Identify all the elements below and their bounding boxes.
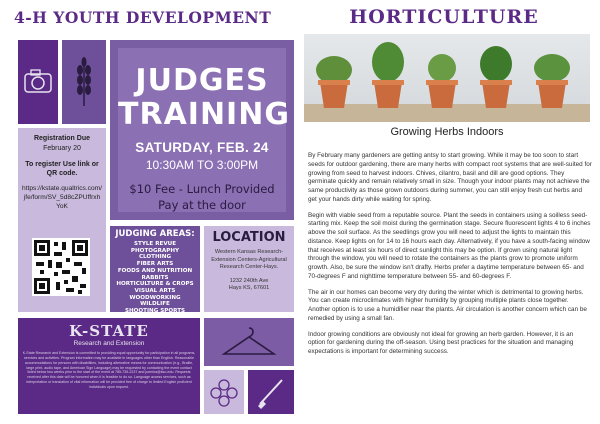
judging-area-item: WILDLIFE: [140, 301, 170, 308]
clover-icon: [204, 370, 244, 414]
hero-title-line1: JUDGES: [135, 63, 269, 98]
location-title: LOCATION: [212, 230, 286, 245]
registration-panel: [18, 128, 106, 312]
judging-area-item: SHOOTING SPORTS: [124, 308, 186, 315]
hero-title-line2: TRAINING: [118, 97, 290, 132]
kstate-panel: [18, 318, 200, 414]
camera-tile: [18, 40, 58, 124]
camera-icon: [18, 40, 58, 124]
event-time: 10:30AM TO 3:00PM: [145, 158, 259, 172]
judging-areas-panel: [110, 226, 200, 315]
judging-area-item: HORTICULTURE & CROPS: [116, 281, 194, 288]
hanger-tile: [204, 318, 294, 366]
registration-instructions: To register Use link or QR code.: [25, 160, 99, 178]
judging-area-item: PHOTOGRAPHY: [130, 247, 180, 254]
article-paragraph: Indoor growing conditions are obviously not ideal for growing an herb garden. However, it is an option for gardening during the off-season. Using best practices for the situation and managing expectations is important for determining success.: [308, 330, 574, 355]
herb-pots-photo: [304, 34, 590, 122]
article-paragraph: Begin with viable seed from a reputable source. Plant the seeds in containers using a soilless seed-starting mix. Keep the soil moist during the germination stage. Secure fluorescent lights 4 to 6 inches above the soil surface. As the seedlings grow you will need to adjust the lights to maintain this distance. Keep lights on for 14 to 16 hours each day. Alternatively, if you have a south-facing window that receives at least six hours of direct sunlight this may be option. If grown using natural light through the window, you will need to rotate the containers as the plants grow to promote uniform growth. Also, be sure the window isn't drafty. Herbs prefer a daytime temperature between 65- and 70-degrees F and nighttime temperature between 55- and 60-degrees F.: [308, 211, 591, 280]
article-body: [308, 152, 592, 364]
location-panel: [204, 226, 294, 312]
judging-area-item: RABBITS: [141, 274, 169, 281]
article-caption: Growing Herbs Indoors: [390, 126, 504, 138]
judges-training-hero: [110, 40, 294, 220]
judging-areas-title: JUDGING AREAS:: [115, 229, 195, 239]
clover-tile: [204, 370, 244, 414]
judging-area-item: STYLE REVUE: [133, 241, 177, 247]
registration-qr-code[interactable]: [32, 238, 90, 296]
herb-pots-image: [304, 34, 590, 122]
right-page-header: HORTICULTURE: [349, 6, 539, 28]
judging-area-item: CLOTHING: [138, 254, 172, 261]
qr-code-icon: [32, 238, 90, 296]
judging-area-item: VISUAL ARTS: [134, 287, 176, 294]
location-address-line2: Hays KS, 67601: [228, 285, 270, 292]
event-payment: Pay at the door: [158, 198, 246, 212]
kstate-subtitle: Research and Extension: [73, 340, 145, 347]
registration-due-label: Registration Due: [33, 135, 90, 142]
location-place: Western Kansas Research-Extension Centers-Agricultural Research Center-Hays.: [211, 249, 287, 271]
paintbrush-icon: [248, 370, 294, 414]
kstate-disclaimer: K-State Research and Extension is committed to providing equal opportunity for participation in all programs, services and activities. Program information may be available in languages other than English. Reasonable accommodations for persons with disabilities, including alternative means for communication (e.g., Braille, large print, audio tape, and American Sign Language) may be requested by contacting the event contact listed below two weeks prior to the start of the event at 785-735-2237 and jurenka@ksu.edu. Requests received after this date will be honored when it is feasible to do so. Language access services, such as interpretation or translation of vital information will be provided free of charge to limited English proficient individuals upon request.: [22, 351, 196, 389]
event-fee: $10 Fee - Lunch Provided: [129, 182, 275, 196]
article-paragraph: By February many gardeners are getting antsy to start growing. While it may be too soon to start seeds for outdoor gardening, there are many herbs with compact root systems that are well-suited for growing from seed to harvest indoors. Chives, cilantro, basil and dill are good options. They germinate quickly and remain relatively small in size. Though your indoor plants may not achieve the same productivity as those grown outdoors during summer, you can still enjoy fresh cut herbs and get your hands dirty while waiting for spring.: [308, 152, 592, 203]
paintbrush-tile: [248, 370, 294, 414]
wheat-icon: [62, 40, 106, 124]
kstate-logo: K-STATE: [69, 322, 149, 340]
wheat-tile: [62, 40, 106, 124]
event-date: SATURDAY, FEB. 24: [135, 140, 269, 155]
registration-due-date: February 20: [43, 145, 81, 153]
left-page-header: 4-H YOUTH DEVELOPMENT: [14, 8, 272, 27]
judging-area-item: FOODS AND NUTRITION: [117, 267, 193, 274]
judging-area-item: WOODWORKING: [129, 294, 181, 301]
location-address-line1: 1232 240th Ave: [229, 277, 269, 284]
hanger-icon: [204, 318, 294, 366]
judging-area-item: FIBER ARTS: [136, 261, 174, 268]
article-paragraph: The air in our homes can become very dry during the winter which is detrimental to growing herbs. You can create microclimates with higher humidity by grouping multiple plants close together. Another option is to use a humidifier near the plants. Air circulation is another concern which can be remedied by using a small fan.: [308, 288, 587, 322]
registration-link[interactable]: https://kstate.qualtrics.com/jfe/form/SV_5d8cZPUffrxhYoK: [22, 184, 102, 210]
hero-panel: [118, 48, 290, 212]
